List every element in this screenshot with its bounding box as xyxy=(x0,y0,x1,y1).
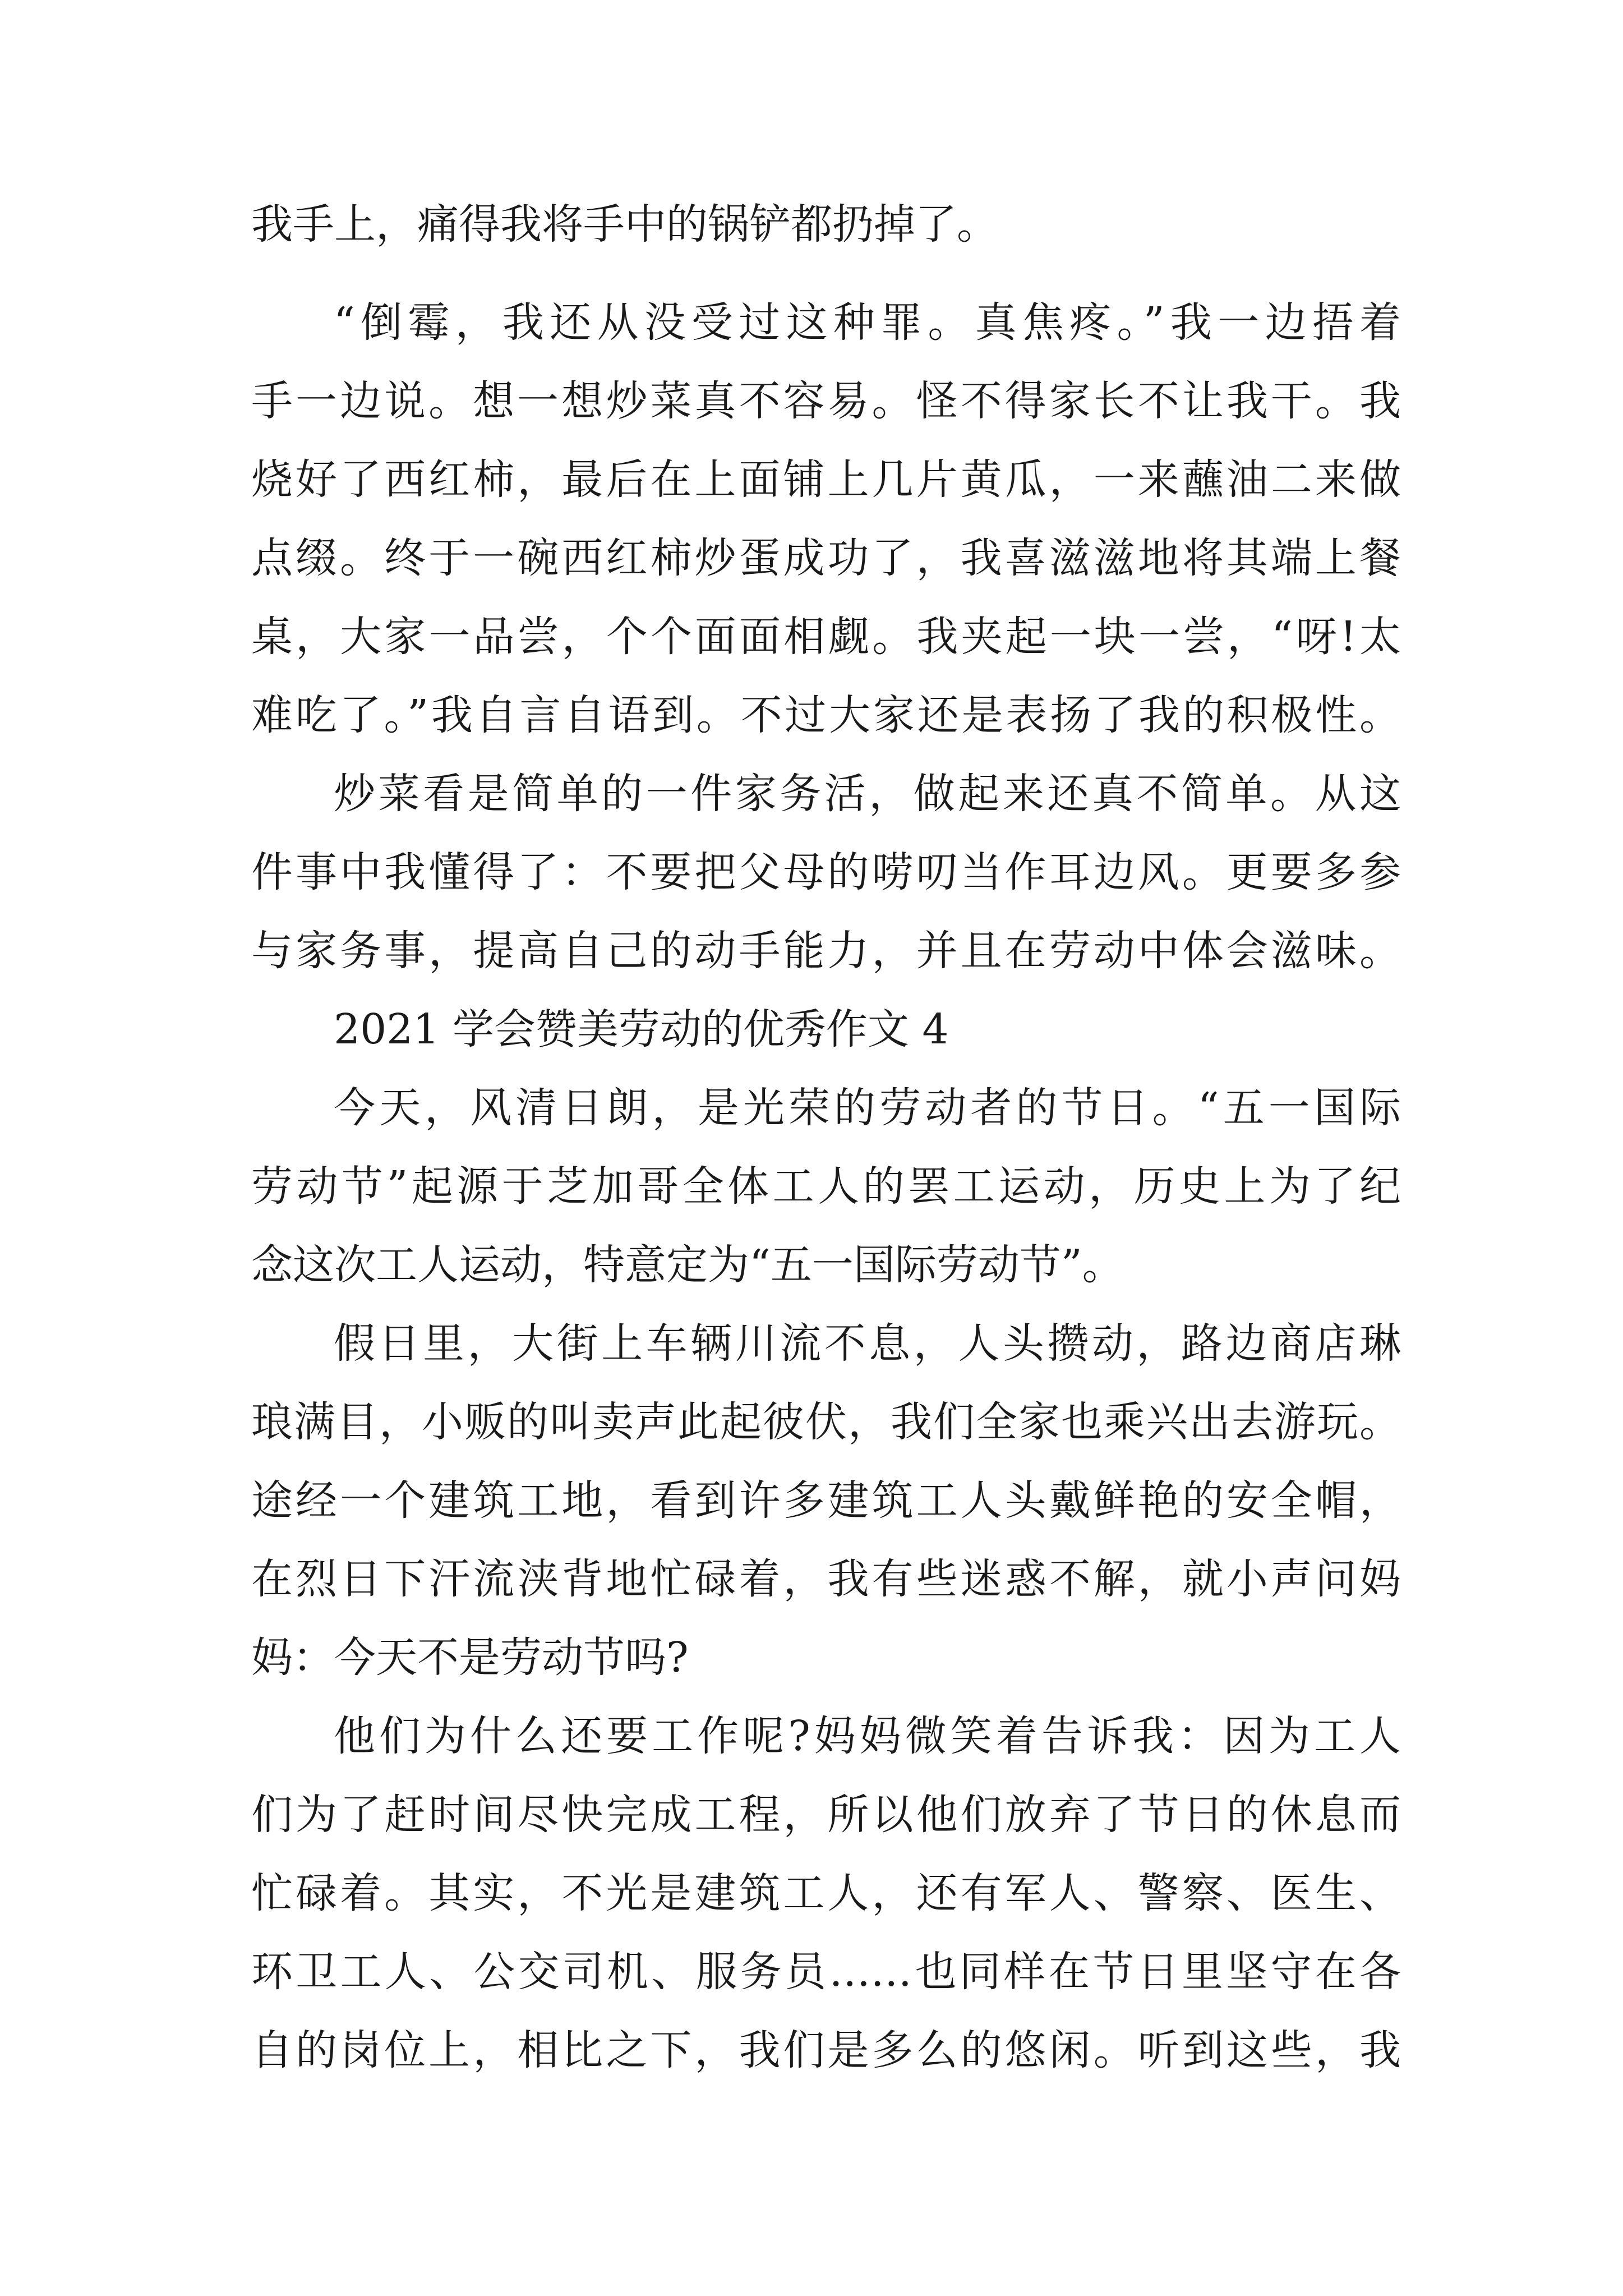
text-line: 环卫工人、公交司机、服务员……也同样在节日里坚守在各 xyxy=(251,1948,1401,1996)
text-line: 妈：今天不是劳动节吗? xyxy=(251,1634,689,1682)
text-line: 今天，风清日朗，是光荣的劳动者的节日。“五一国际 xyxy=(334,1084,1401,1132)
text-line: 劳动节”起源于芝加哥全体工人的罢工运动，历史上为了纪 xyxy=(251,1162,1401,1211)
text-line: 手一边说。想一想炒菜真不容易。怪不得家长不让我干。我 xyxy=(251,377,1401,425)
text-line: 炒菜看是简单的一件家务活，做起来还真不简单。从这 xyxy=(334,770,1401,818)
text-line: 途经一个建筑工地，看到许多建筑工人头戴鲜艳的安全帽， xyxy=(251,1476,1401,1525)
text-line: 我手上，痛得我将手中的锅铲都扔掉了。 xyxy=(251,200,998,249)
text-line: 他们为什么还要工作呢?妈妈微笑着告诉我：因为工人 xyxy=(334,1712,1401,1760)
text-line: 桌，大家一品尝，个个面面相觑。我夹起一块一尝，“呀!太 xyxy=(251,613,1401,661)
text-line: 假日里，大街上车辆川流不息，人头攒动，路边商店琳 xyxy=(334,1319,1401,1368)
text-line: 烧好了西红柿，最后在上面铺上几片黄瓜，一来蘸油二来做 xyxy=(251,455,1401,504)
text-line: 自的岗位上，相比之下，我们是多么的悠闲。听到这些，我 xyxy=(251,2026,1401,2074)
text-line: 忙碌着。其实，不光是建筑工人，还有军人、警察、医生、 xyxy=(251,1869,1401,1917)
text-line: 难吃了。”我自言自语到。不过大家还是表扬了我的积极性。 xyxy=(251,691,1401,739)
text-line: 念这次工人运动，特意定为“五一国际劳动节”。 xyxy=(251,1241,1124,1289)
text-line: 们为了赶时间尽快完成工程，所以他们放弃了节日的休息而 xyxy=(251,1791,1401,1839)
section-heading: 2021 学会赞美劳动的优秀作文 4 xyxy=(334,1005,949,1053)
text-line: 在烈日下汗流浃背地忙碌着，我有些迷惑不解，就小声问妈 xyxy=(251,1555,1401,1603)
text-line: “倒霉，我还从没受过这种罪。真焦疼。”我一边捂着 xyxy=(334,298,1401,347)
text-line: 琅满目，小贩的叫卖声此起彼伏，我们全家也乘兴出去游玩。 xyxy=(251,1398,1401,1446)
text-line: 件事中我懂得了：不要把父母的唠叨当作耳边风。更要多参 xyxy=(251,848,1401,896)
text-line: 点缀。终于一碗西红柿炒蛋成功了，我喜滋滋地将其端上餐 xyxy=(251,534,1401,582)
text-line: 与家务事，提高自己的动手能力，并且在劳动中体会滋味。 xyxy=(251,927,1401,975)
